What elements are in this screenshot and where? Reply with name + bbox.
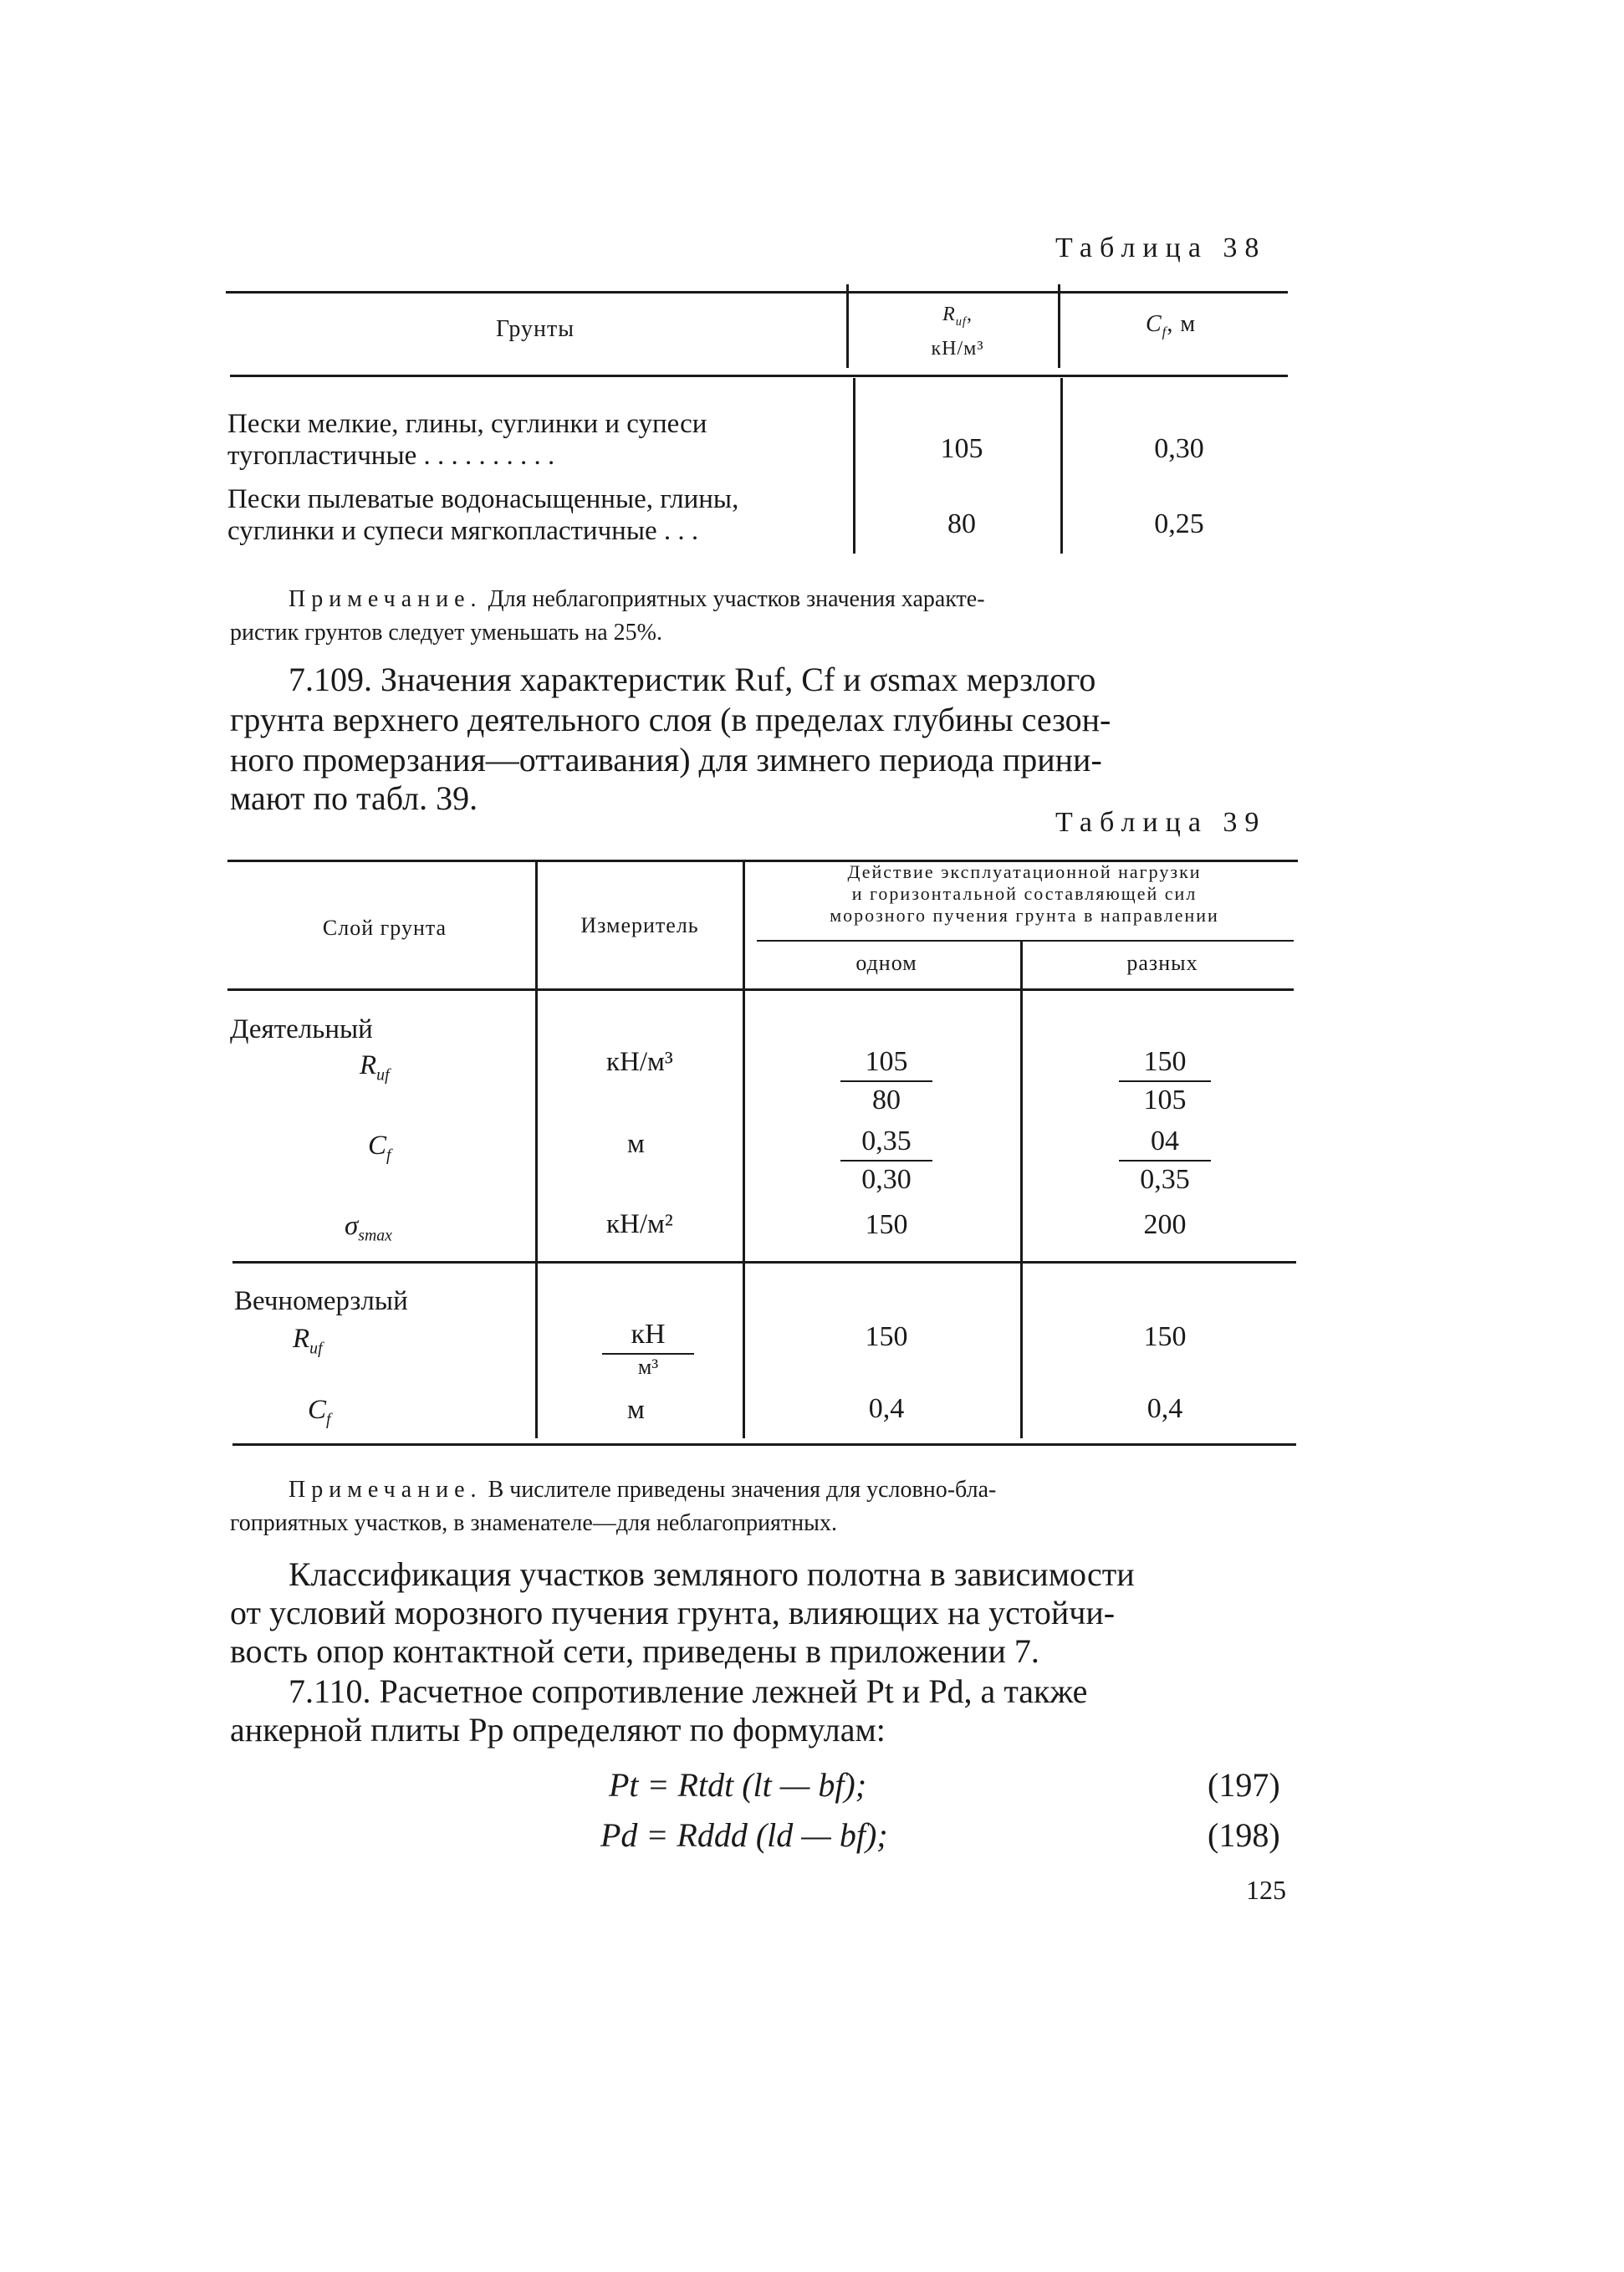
table-38-row-1-cf: 0,30 — [1154, 433, 1204, 464]
table-39-permafrost-cf-one: 0,4 — [868, 1393, 905, 1424]
formula-198: Pd = Rddd (ld — bf); — [600, 1816, 888, 1854]
table-39-header-one: одном — [855, 951, 917, 975]
para-110-line2: анкерной плиты Pp определяют по формулам: — [230, 1711, 886, 1749]
table-39-active-label: Деятельный — [230, 1014, 373, 1044]
table-39-divider — [1020, 942, 1023, 1438]
table-39-permafrost-cf-name: $C_f$ — [308, 1395, 331, 1429]
table-38-row-2-ruf: 80 — [947, 508, 976, 539]
table-38-row-1-soil — [227, 408, 838, 472]
para-109-line3: ного промерзания—оттаивания) для зимнего периода прини- — [230, 741, 1102, 779]
table-38-row-2-cf: 0,25 — [1154, 508, 1204, 539]
table-39-header-meter: Измеритель — [580, 913, 699, 937]
table-38-header-cf: $C_f$, м — [1145, 311, 1197, 340]
table-39-header-different: разных — [1126, 951, 1198, 975]
table-38-header-soils: Грунты — [495, 316, 575, 342]
table-39-section-rule — [232, 1261, 1296, 1264]
classification-line1: Классификация участков земляного полотна в зависимости — [289, 1555, 1135, 1593]
table-39-permafrost-ruf-diff: 150 — [1143, 1321, 1187, 1352]
formula-197: Pt = Rtdt (lt — bf); — [609, 1766, 867, 1804]
table-39-active-ruf-one-num: 105 — [865, 1046, 908, 1077]
classification-line2: от условий морозного пучения грунта, влияющих на устойчи- — [230, 1594, 1116, 1631]
table-39-header-rule — [227, 988, 1294, 991]
table-39-active-cf-diff-den: 0,35 — [1140, 1164, 1190, 1195]
table-38-top-rule — [226, 291, 1288, 294]
table-39-active-ruf-diff — [1119, 1045, 1211, 1117]
classification-line3: вость опор контактной сети, приведены в приложении 7. — [230, 1632, 1039, 1670]
table-38-note — [289, 583, 1292, 616]
table-39-active-ruf-diff-den: 105 — [1143, 1085, 1187, 1116]
page-number: 125 — [1246, 1875, 1286, 1905]
table-39-active-cf-diff — [1119, 1125, 1211, 1197]
table-39-active-cf-diff-num: 04 — [1151, 1126, 1179, 1156]
table-39-active-sigma-one: 150 — [865, 1209, 908, 1240]
table-39-permafrost-ruf-one: 150 — [865, 1321, 908, 1352]
table-39-active-cf-unit: м — [627, 1129, 645, 1159]
table-38-divider — [1060, 378, 1063, 554]
fraction-bar — [1119, 1080, 1211, 1082]
table-39-permafrost-ruf-unit-den: м³ — [637, 1355, 659, 1379]
table-39-bottom-rule — [232, 1443, 1296, 1446]
table-38-header-rule — [230, 375, 1288, 377]
table-39-permafrost-cf-diff: 0,4 — [1147, 1393, 1183, 1424]
table-38-row-1-soil-line2: тугопластичные . . . . . . . . . . — [227, 441, 555, 471]
table-39-caption: Таблица 39 — [1055, 807, 1267, 838]
table-38-note-label: Примечание. — [289, 586, 483, 612]
table-39-header-action — [753, 861, 1296, 927]
table-38-row-2-soil-line1: Пески пылеватые водонасыщенные, глины, — [227, 484, 739, 514]
table-39-note-line2: гоприятных участков, в знаменателе—для неблагоприятных. — [230, 1510, 837, 1536]
fraction-bar — [1119, 1160, 1211, 1162]
table-38-divider — [846, 284, 849, 368]
table-38-row-2-soil-line2: суглинки и супеси мягкопластичные . . . — [227, 516, 699, 546]
table-39-divider — [743, 861, 745, 1438]
table-39-header-action-line2: и горизонтальной составляющей сил — [851, 883, 1198, 904]
table-39-active-cf-one-den: 0,30 — [861, 1164, 912, 1195]
table-39-active-cf-one — [840, 1125, 932, 1197]
table-39-permafrost-cf-unit: м — [627, 1395, 645, 1425]
para-109-line4: мают по табл. 39. — [230, 779, 478, 817]
table-39-active-sigma-diff: 200 — [1143, 1209, 1187, 1240]
para-110-line1: 7.110. Расчетное сопротивление лежней Pt и Pd, а также — [289, 1672, 1088, 1710]
table-38-header-ruf: $R_{uf}$, кН/м³ — [931, 304, 984, 360]
table-39-active-ruf-one-den: 80 — [872, 1085, 901, 1116]
formula-197-number: (197) — [1208, 1766, 1280, 1804]
table-38-row-1-ruf: 105 — [940, 433, 983, 464]
table-39-header-action-line1: Действие эксплуатационной нагрузки — [847, 861, 1202, 882]
table-39-permafrost-ruf-name: $R_{uf}$ — [293, 1324, 323, 1358]
table-39-divider — [535, 861, 538, 1438]
table-39-active-cf-name: $C_f$ — [368, 1131, 391, 1165]
para-109-line2: грунта верхнего деятельного слоя (в пределах глубины сезон- — [230, 701, 1111, 738]
table-38-row-1-soil-line1: Пески мелкие, глины, суглинки и супеси — [227, 409, 707, 439]
formula-198-number: (198) — [1208, 1816, 1280, 1854]
table-39-permafrost-ruf-unit — [602, 1318, 694, 1378]
table-39-active-sigma-unit: кН/м² — [606, 1209, 673, 1239]
table-38-caption: Таблица 38 — [1055, 232, 1267, 263]
table-39-subheader-rule — [757, 940, 1294, 942]
fraction-bar — [840, 1160, 932, 1162]
table-39-header-action-line3: морозного пучения грунта в направлении — [830, 905, 1219, 926]
table-39-active-ruf-unit: кН/м³ — [606, 1047, 673, 1077]
table-39-active-ruf-name: $R_{uf}$ — [360, 1050, 390, 1085]
table-38-divider — [1058, 284, 1060, 368]
table-39-note-label: Примечание. — [289, 1477, 483, 1503]
table-39-permafrost-ruf-unit-num: кН — [631, 1319, 666, 1350]
table-39-active-ruf-diff-num: 150 — [1143, 1046, 1187, 1077]
table-39-active-sigma-name: $\sigma_{smax}$ — [345, 1211, 392, 1245]
table-39-header-layer: Слой грунта — [322, 916, 447, 940]
table-39-note-line1: В числителе приведены значения для условно-бла- — [488, 1477, 997, 1503]
fraction-bar — [840, 1080, 932, 1082]
table-38-row-2-soil — [227, 483, 838, 547]
para-109-line1: 7.109. Значения характеристик Ruf, Cf и σsmax мерзлого — [289, 661, 1096, 698]
table-38-note-line2: ристик грунтов следует уменьшать на 25%. — [230, 620, 662, 646]
table-39-permafrost-label: Вечномерзлый — [234, 1286, 408, 1316]
table-38-note-line1: Для неблагоприятных участков значения характе- — [488, 586, 985, 612]
table-39-note — [289, 1473, 1300, 1507]
table-39-active-cf-one-num: 0,35 — [861, 1126, 912, 1156]
table-39-active-ruf-one — [840, 1045, 932, 1117]
table-38-divider — [853, 378, 855, 554]
